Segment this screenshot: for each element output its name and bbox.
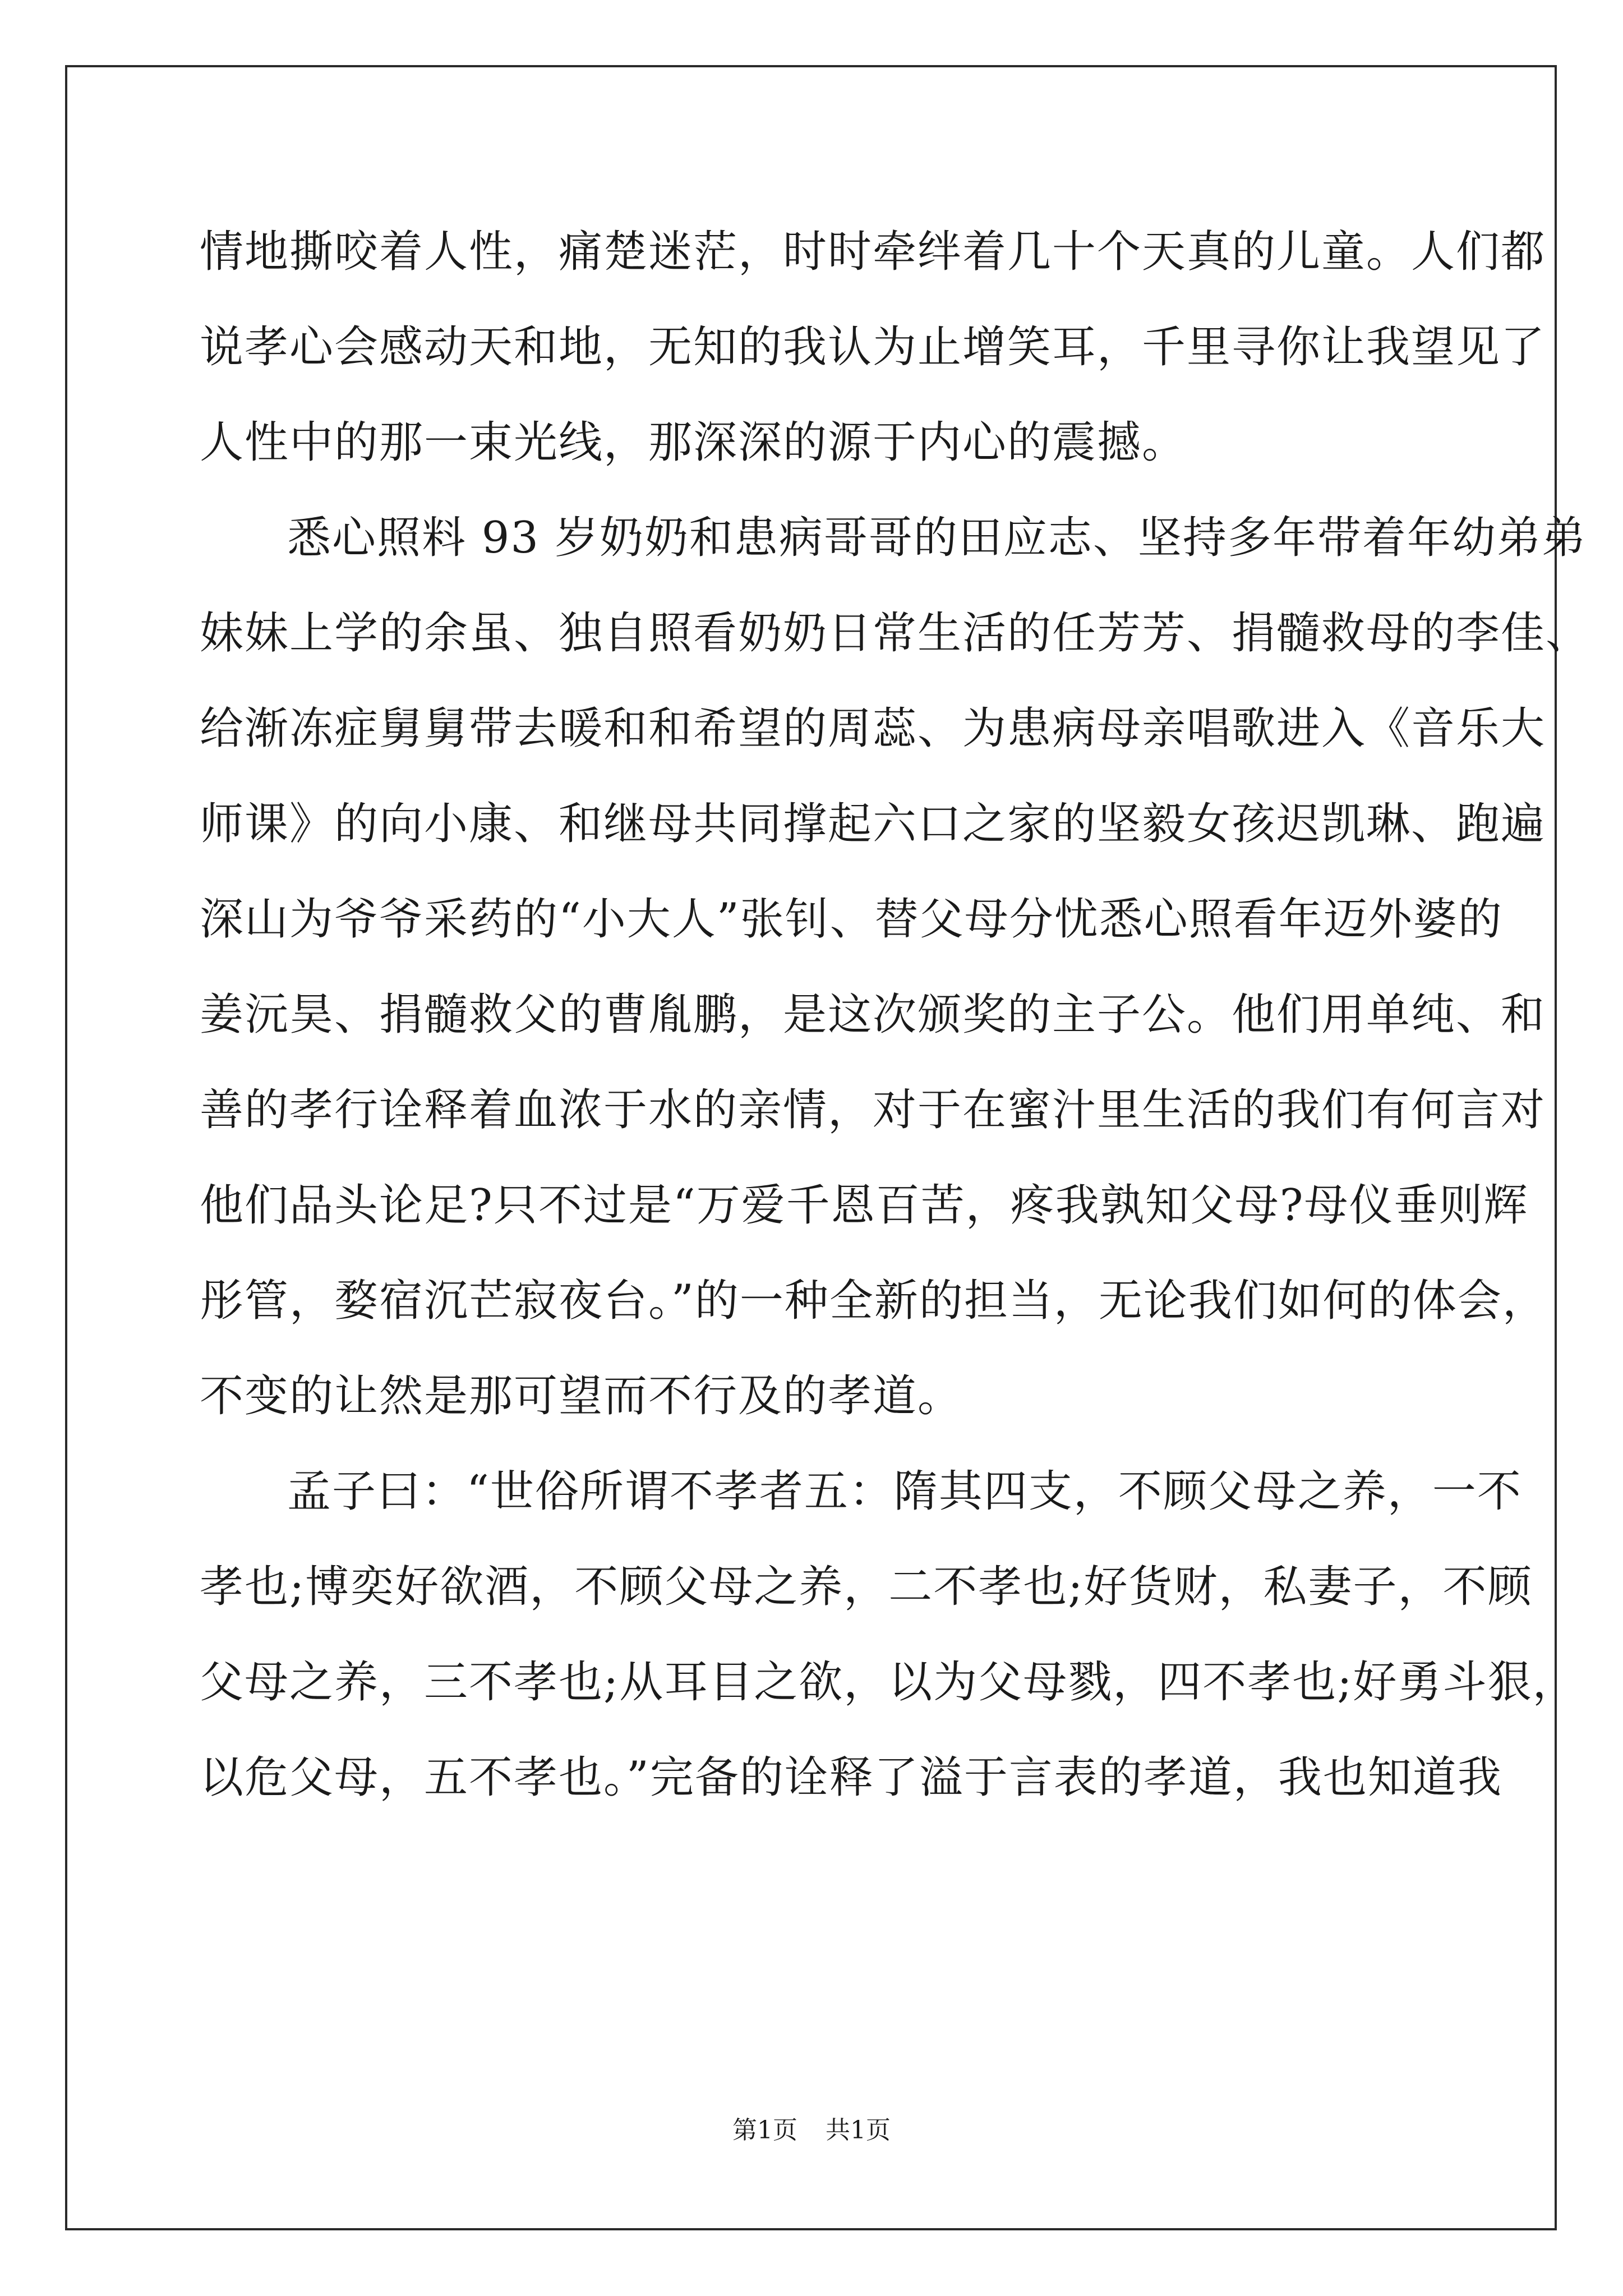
page-border (65, 65, 1591, 2230)
text-line: 说孝心会感动天和地，无知的我认为止增笑耳，千里寻你让我望见了 (200, 322, 1546, 372)
text-line: 孝也;博奕好欲酒，不顾父母之养，二不孝也;好货财，私妻子，不顾 (200, 1562, 1533, 1612)
text-line: 善的孝行诠释着血浓于水的亲情，对于在蜜汁里生活的我们有何言对 (200, 1085, 1546, 1135)
page-total: 共1页 (826, 2116, 891, 2145)
page-footer (0, 2114, 1623, 2147)
text-line: 父母之养，三不孝也;从耳目之欲，以为父母戮，四不孝也;好勇斗狠， (200, 1657, 1578, 1708)
text-line: 不变的让然是那可望而不行及的孝道。 (200, 1371, 963, 1421)
text-line: 师课》的向小康、和继母共同撑起六口之家的坚毅女孩迟凯琳、跑遍 (200, 799, 1546, 849)
text-line: 悉心照料 93 岁奶奶和患病哥哥的田应志、坚持多年带着年幼弟弟 (287, 513, 1587, 563)
text-line: 情地撕咬着人性，痛楚迷茫，时时牵绊着几十个天真的儿童。人们都 (200, 227, 1546, 277)
text-line: 孟子曰：“世俗所谓不孝者五：隋其四支，不顾父母之养，一不 (287, 1466, 1522, 1517)
text-line: 彤管，婺宿沉芒寂夜台。”的一种全新的担当，无论我们如何的体会， (200, 1276, 1547, 1326)
text-line: 以危父母，五不孝也。”完备的诠释了溢于言表的孝道，我也知道我 (200, 1752, 1502, 1803)
text-line: 深山为爷爷采药的“小大人”张钊、替父母分忧悉心照看年迈外婆的 (200, 894, 1503, 945)
text-line: 给渐冻症舅舅带去暖和和希望的周蕊、为患病母亲唱歌进入《音乐大 (200, 703, 1546, 754)
page-number: 第1页 (732, 2116, 797, 2145)
text-line: 人性中的那一束光线，那深深的源于内心的震撼。 (200, 417, 1187, 468)
text-line: 他们品头论足?只不过是“万爱千恩百苦，疼我孰知父母?母仪垂则辉 (200, 1180, 1529, 1231)
text-line: 妹妹上学的余虽、独自照看奶奶日常生活的任芳芳、捐髓救母的李佳、 (200, 608, 1591, 659)
text-line: 姜沅昊、捐髓救父的曹胤鹏，是这次颁奖的主子公。他们用单纯、和 (200, 990, 1546, 1040)
